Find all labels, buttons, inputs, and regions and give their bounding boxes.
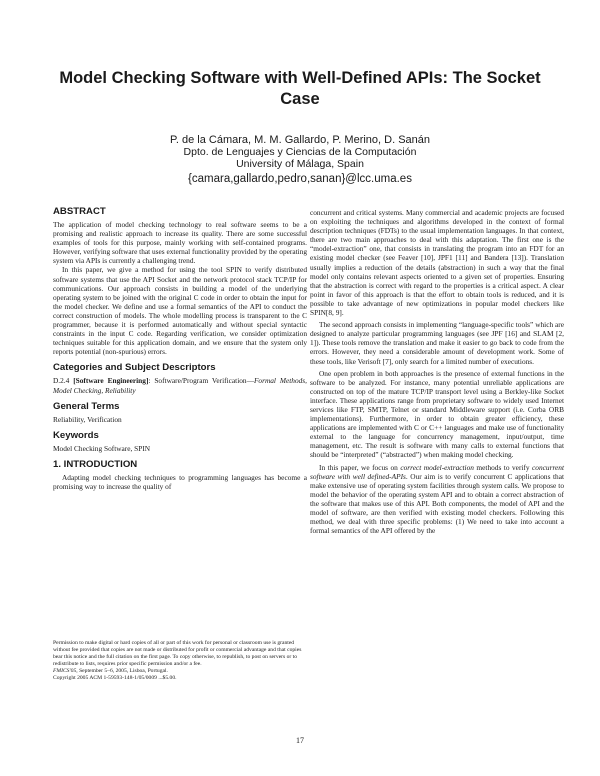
- categories-heading: Categories and Subject Descriptors: [53, 362, 216, 374]
- category-rest: : Software/Program Verification—: [148, 376, 254, 386]
- author-university: University of Málaga, Spain: [236, 158, 364, 170]
- p4-italic-1: correct model-extraction: [400, 462, 474, 472]
- abstract-paragraph-1: The application of model checking technology to real software seems to be a promising and realistic approach to increase its quality. There are some successful examples of tools for this purpose, mainly working with self-contained programs. However, verifying software that uses external functionality provided by the operating system via APIs is currently a challenging trend.: [53, 220, 308, 266]
- introduction-text: Adapting model checking techniques to programming languages has become a promising way to increase the quality of: [53, 472, 307, 491]
- abstract-heading: ABSTRACT: [53, 206, 106, 217]
- left-column: [53, 206, 307, 491]
- category-code: D.2.4: [53, 376, 70, 386]
- venue-name: FMICS'05: [53, 668, 77, 675]
- author-department: Dpto. de Lenguajes y Ciencias de la Computación: [183, 146, 417, 158]
- general-terms-text: Reliability, Verification: [53, 414, 122, 424]
- copyright-footnote: [53, 640, 307, 683]
- right-paragraph-2: The second approach consists in implementing “language-specific tools” which are designed to analyze particular programming languages (see JPF [16] and SLAM [2, 1]). These tools remove the translation and make it easier to go back to code from the errors. However, they need a considerable amount of development work. Some of these tools, like Verisoft [7], only search for a limited number of executions.: [310, 320, 564, 366]
- author-email: {camara,gallardo,pedro,sanan}@lcc.uma.es: [188, 173, 412, 185]
- abstract-paragraph-2: In this paper, we give a method for using the tool SPIN to verify distributed software systems that use the API Socket and the network protocol stack TCP/IP for communications. Our approach consists in building a model of the underlying operating system to be joined with the original C code in order to obtain the input for the model checker. We define and use a formal semantics of the API to conduct the correct construction of models. The whole modelling process is transparent to the C programmer, because it is performed automatically and without special syntactic constraints in the input C code. Regarding verification, we consider optimization techniques suitable for this application domain, and we ensure that the system only reports potential (non-spurious) errors.: [53, 265, 307, 357]
- p4-part-b: methods to verify: [473, 462, 533, 472]
- categories-text: [53, 376, 307, 394]
- right-paragraph-1: concurrent and critical systems. Many commercial and academic projects are focused on exploiting the techniques and algorithms developed in the context of formal description techniques (FDTs) to the usual implementation languages. In that context, there are two main approaches to deal with this adaptation. The first one is the “model-extraction” one, that consists in translating the program into an FDT for an existing model checker (see Feaver [10], JPF1 [11] and Bandera [13]). Translation usually implies a reduction of the details (abstraction) in such a way that the final model only contains relevant aspects oriented to a given set of properties. Ensuring that the abstraction is correct with regard to the properties is a critical aspect. A clear point in favor of this approach is that the effort to obtain tools is reduced, and it is possible to take advantage of new optimizations in popular model checkers like SPIN[8, 9].: [310, 208, 564, 318]
- page-number: 17: [296, 736, 304, 745]
- general-terms-heading: General Terms: [53, 400, 120, 412]
- permission-text: Permission to make digital or hard copies of all or part of this work for personal or classroom use is granted without fee provided that copies are not made or distributed for profit or commercial advantage and that copies bear this notice and the full citation on the first page. To copy otherwise, to republish, to post on servers or to redistribute to lists, requires prior specific permission and/or a fee.: [53, 640, 302, 668]
- right-paragraph-4: [310, 463, 564, 536]
- p4-part-a: In this paper, we focus on: [319, 462, 401, 472]
- keywords-heading: Keywords: [53, 429, 99, 441]
- keywords-text: Model Checking Software, SPIN: [53, 443, 151, 453]
- introduction-heading: 1. INTRODUCTION: [53, 458, 138, 470]
- author-names: P. de la Cámara, M. M. Gallardo, P. Merino, D. Sanán: [169, 134, 431, 146]
- venue-details: , September 5–6, 2005, Lisboa, Portugal.: [76, 668, 168, 675]
- copyright-line: Copyright 2005 ACM 1-59593-148-1/05/0009 ...$5.00.: [53, 675, 177, 682]
- author-block: [40, 134, 560, 185]
- right-column: [310, 208, 564, 535]
- right-paragraph-3: One open problem in both approaches is the presence of external functions in the software to be analyzed. For instance, many potential unreliable applications are constructed on top of the mature TCP/IP transport level using a Berkley-like Socket interface. These applications range from proprietary software to widely used Internet services like FTP, SMTP, Telnet or standard Middleware support (i.e. Corba ORB implementations). Furthermore, in order to obtain greater efficiency, these applications are implemented with C or C++ languages and make use of functionality external to the language for concurrency management, input/output, time management, etc. The result is software with many calls to external functions that should be “interpreted” (“abstracted”) when making model checking.: [310, 368, 564, 460]
- p4-italic-2: concurrent software with well defined-APIs: [310, 462, 564, 481]
- paper-title: Model Checking Software with Well-Defined APIs: The Socket Case: [59, 69, 541, 108]
- category-bold: [Software Engineering]: [73, 376, 149, 386]
- p4-part-c: . Our aim is to verify concurrent C applications that make extensive use of operating system facilities through system calls. We propose to model the behavior of the operating system API and to obtain a correct abstraction of the software that makes use of this API. Both components, the model of API and the model of software, are then verified with existing model checkers. Following this method, we deal with three specific problems: (1) We need to take into account a formal semantics of the API offered by the: [310, 471, 564, 536]
- category-italic: Formal Methods, Model Checking, Reliability: [53, 376, 307, 395]
